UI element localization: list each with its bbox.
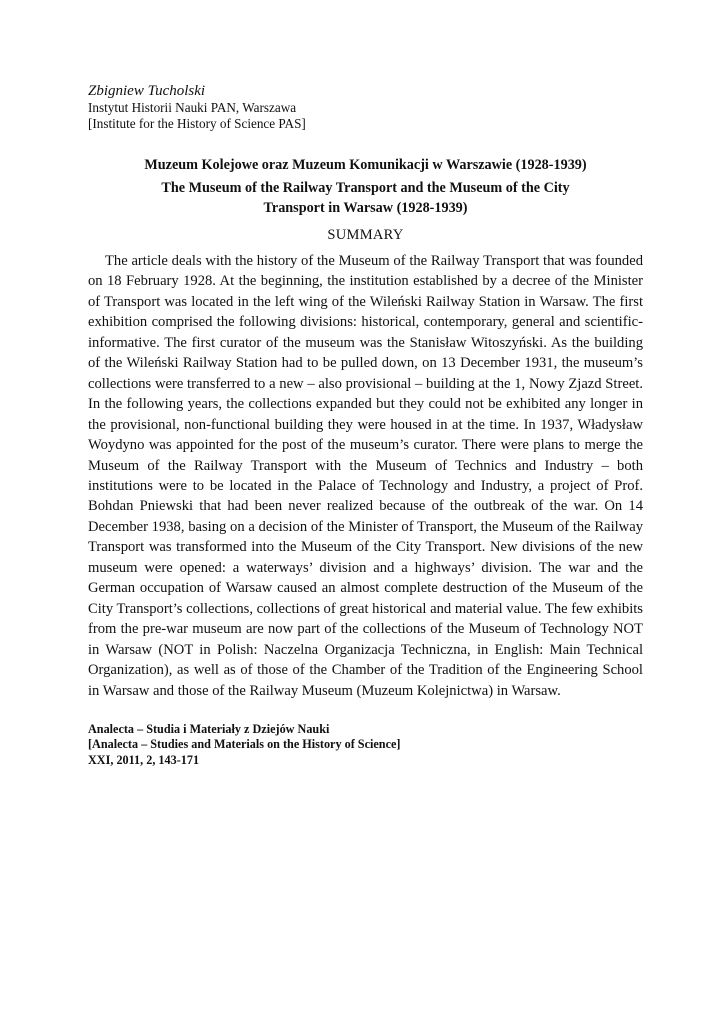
- source-citation: [88, 722, 643, 769]
- title-polish: Muzeum Kolejowe oraz Muzeum Komunikacji w Warszawie (1928-1939): [144, 157, 587, 173]
- title-english-line-2: Transport in Warsaw (1928-1939): [263, 199, 468, 216]
- source-journal-en: [Analecta – Studies and Materials on the History of Science]: [88, 737, 401, 752]
- summary-paragraph: The article deals with the history of the Museum of the Railway Transport that was founded on 18 February 1928. At the beginning, the institution established by a decree of the Minister of Transport was located in the left wing of the Wileński Railway Station in Warsaw. The first exhibition comprised the following divisions: historical, contemporary, general and scientific-informative. The first curator of the museum was the Stanisław Witoszyński. As the building of the Wileński Railway Station had to be pulled down, on 13 December 1931, the museum’s collections were transferred to a new – also provisional – building at the 1, Nowy Zjazd Street. In the following years, the collections expanded but they could not be exhibited any longer in the provisional, non-functional building they were housed in at the time. In 1937, Władysław Woydyno was appointed for the post of the museum’s curator. There were plans to merge the Museum of the Railway Transport with the Museum of Technics and Industry – both institutions were to be located in the Palace of Technology and Industry, a project of Prof. Bohdan Pniewski that had been never realized because of the outbreak of the war. On 14 December 1938, basing on a decision of the Minister of Transport, the Museum of the Railway Transport was transformed into the Museum of the City Transport. New divisions of the new museum were opened: a waterways’ division and a highways’ division. The war and the German occupation of Warsaw caused an almost complete destruction of the Museum of the City Transport’s collections, collections of great historical and material value. The few exhibits from the pre-war museum are now part of the collections of the Museum of Technology NOT in Warsaw (NOT in Polish: Naczelna Organizacja Techniczna, in English: Main Technical Organization), as well as of those of the Chamber of the Tradition of the Engineering School in Warsaw and those of the Railway Museum (Muzeum Kolejnictwa) in Warsaw.: [88, 253, 643, 699]
- author-affiliation-pl: Instytut Historii Nauki PAN, Warszawa: [88, 100, 297, 115]
- author-name: Zbigniew Tucholski: [88, 83, 206, 99]
- title-english: [88, 179, 643, 218]
- author-affiliation-en: [Institute for the History of Science PAS]: [88, 115, 306, 131]
- summary-heading: SUMMARY: [327, 227, 404, 243]
- source-issue: XXI, 2011, 2, 143-171: [88, 752, 200, 767]
- author-block: [88, 83, 643, 131]
- document-page: [88, 83, 643, 768]
- source-journal-pl: Analecta – Studia i Materiały z Dziejów Nauki: [88, 721, 330, 736]
- title-english-line-1: The Museum of the Railway Transport and the Museum of the City: [161, 180, 570, 196]
